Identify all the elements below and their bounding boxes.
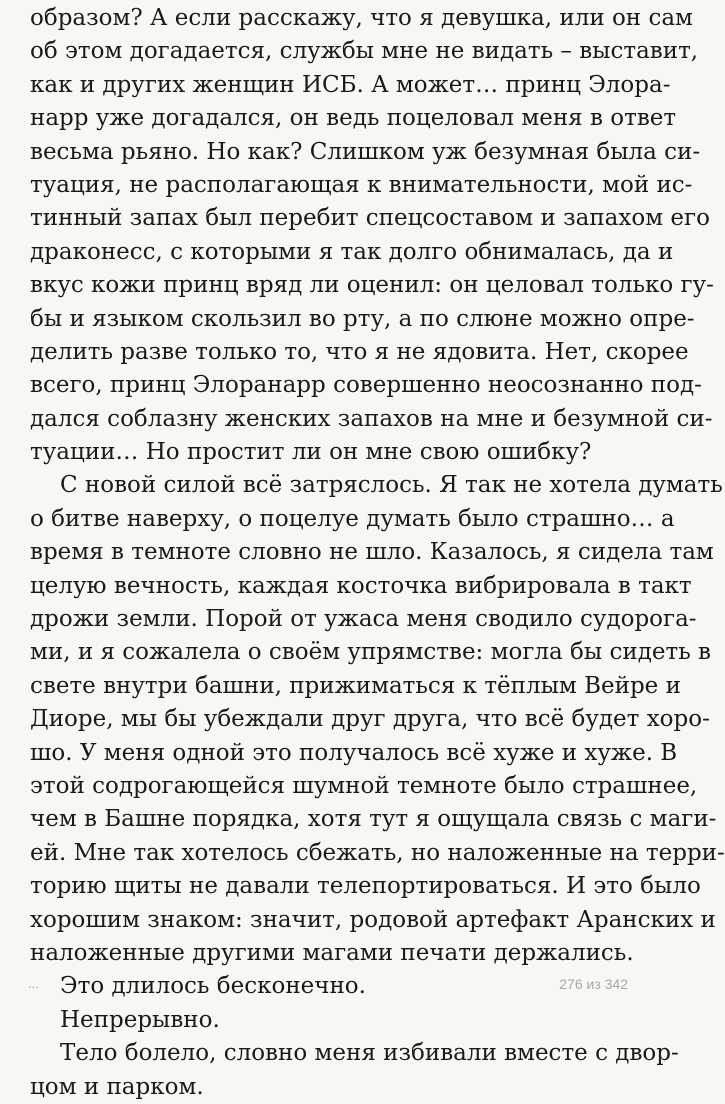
text-line: этой содрогающейся шумной темноте было страшнее, [30,772,698,799]
text-line: целую вечность, каждая косточка вибрировала в такт [30,572,692,599]
paragraph-start-line: Тело болело, словно меня избивали вместе с двор- [60,1040,679,1067]
text-line: наложенные другими магами печати держались. [30,939,634,966]
paragraph-start-line: С новой силой всё затряслось. Я так не хотела думать [60,472,723,499]
text-line: дрожи земли. Порой от ужаса меня сводило судорога- [30,606,697,633]
text-line: всего, принц Элоранарр совершенно неосознанно под- [30,372,702,399]
text-line: дался соблазну женских запахов на мне и безумной си- [30,405,713,432]
text-line: ми, и я сожалела о своём упрямстве: могла бы сидеть в [30,639,711,666]
page-indicator: 276 из 342 [559,976,628,992]
text-line: весьма рьяно. Но как? Слишком уж безумная была си- [30,138,701,165]
text-line: делить разве только то, что я не ядовита. Нет, скорее [30,338,689,365]
text-line: драконесс, с которыми я так долго обнималась, да и [30,238,674,265]
text-line: туация, не располагающая к внимательности, мой ис- [30,171,693,198]
text-line: об этом догадается, службы мне не видать – выставит, [30,38,699,65]
paragraph-start-line: Это длилось бесконечно. [60,973,366,1000]
text-line: вкус кожи принц вряд ли оценил: он целовал только гу- [30,272,714,299]
text-line: цом и парком. [30,1073,204,1100]
paragraph-start-line: Непрерывно. [60,1006,220,1033]
text-line: ей. Мне так хотелось сбежать, но наложенные на терри- [30,839,725,866]
text-line: туации… Но простит ли он мне свою ошибку? [30,439,592,466]
text-line: тинный запах был перебит спецсоставом и запахом его [30,205,710,232]
text-line: как и других женщин ИСБ. А может… принц Элора- [30,71,671,98]
text-line: время в темноте словно не шло. Казалось, я сидела там [30,539,714,566]
text-line: образом? А если расскажу, что я девушка, или он сам [30,5,693,31]
menu-dots[interactable]: ... [28,976,39,991]
text-line: бы и языком скользил во рту, а по слюне можно опре- [30,305,695,332]
text-body [30,2,725,1104]
text-line: свете внутри башни, прижиматься к тёплым Вейре и [30,672,681,699]
text-line: торию щиты не давали телепортироваться. И это было [30,873,701,900]
text-line: шо. У меня одной это получалось всё хуже и хуже. В [30,739,678,766]
text-line: нарр уже догадался, он ведь поцеловал меня в ответ [30,105,677,132]
text-line: Диоре, мы бы убеждали друг друга, что всё будет хоро- [30,706,710,733]
text-line: о битве наверху, о поцелуе думать было страшно… а [30,505,675,532]
text-line: чем в Башне порядка, хотя тут я ощущала связь с маги- [30,806,717,833]
text-line: хорошим знаком: значит, родовой артефакт Аранских и [30,906,716,933]
